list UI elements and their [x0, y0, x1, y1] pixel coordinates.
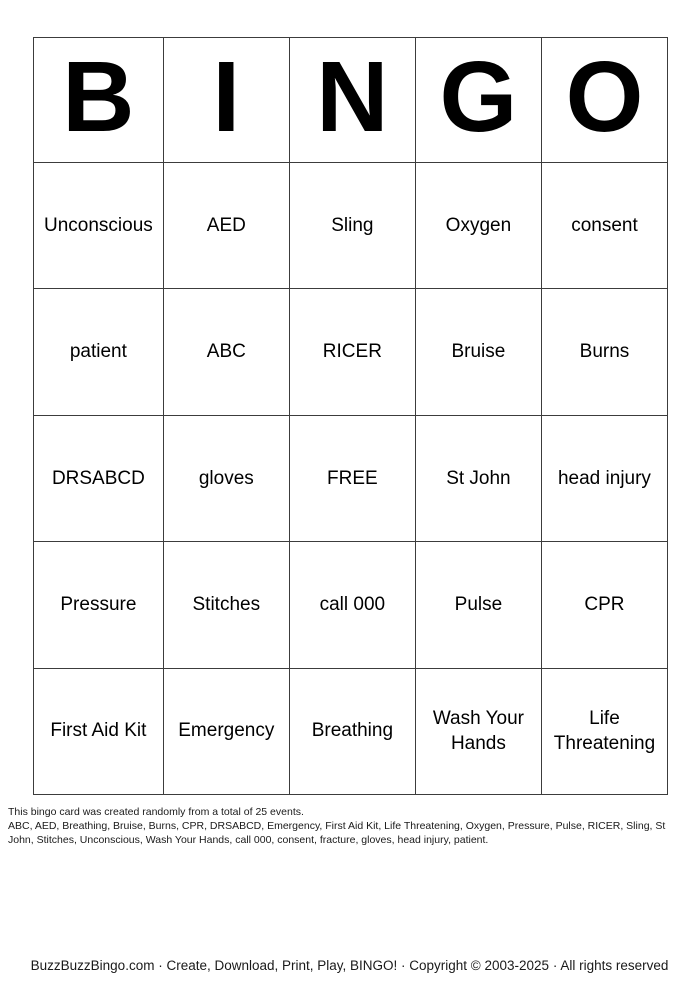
bingo-header-letter-i: I	[164, 38, 290, 163]
bingo-cell[interactable]: call 000	[290, 542, 416, 668]
bingo-cell[interactable]: Burns	[542, 289, 668, 415]
bingo-cell[interactable]: Wash Your Hands	[416, 669, 542, 795]
bingo-header-letter-o: O	[542, 38, 668, 163]
bingo-cell[interactable]: Breathing	[290, 669, 416, 795]
bingo-cell[interactable]: St John	[416, 416, 542, 542]
bingo-cell[interactable]: Pressure	[34, 542, 164, 668]
bingo-grid	[33, 37, 668, 795]
bingo-cell[interactable]: RICER	[290, 289, 416, 415]
bingo-cell[interactable]: First Aid Kit	[34, 669, 164, 795]
bingo-cell[interactable]: Pulse	[416, 542, 542, 668]
bingo-cell[interactable]: Sling	[290, 163, 416, 289]
bingo-cell[interactable]: patient	[34, 289, 164, 415]
bingo-cell[interactable]: CPR	[542, 542, 668, 668]
bingo-cell[interactable]: Emergency	[164, 669, 290, 795]
bingo-cell-free-space[interactable]: FREE	[290, 416, 416, 542]
bingo-cell[interactable]: Unconscious	[34, 163, 164, 289]
bingo-cell[interactable]: Bruise	[416, 289, 542, 415]
bingo-cell[interactable]: Life Threatening	[542, 669, 668, 795]
events-list: ABC, AED, Breathing, Bruise, Burns, CPR, DRSABCD, Emergency, First Aid Kit, Life Threatening, Oxygen, Pressure, Pulse, RICER, Sling, St John, Stitches, Unconscious, Wash Your Hands, call 000, consent, fracture, gloves, head injury, patient.	[8, 819, 666, 846]
bingo-cell[interactable]: gloves	[164, 416, 290, 542]
card-description	[8, 806, 691, 848]
bingo-header-letter-g: G	[416, 38, 542, 163]
bingo-cell[interactable]: ABC	[164, 289, 290, 415]
bingo-header-letter-n: N	[290, 38, 416, 163]
bingo-cell[interactable]: AED	[164, 163, 290, 289]
bingo-header-letter-b: B	[34, 38, 164, 163]
bingo-cell[interactable]: DRSABCD	[34, 416, 164, 542]
copyright-line: BuzzBuzzBingo.com · Create, Download, Print, Play, BINGO! · Copyright © 2003-2025 · All rights reserved	[30, 958, 669, 973]
bingo-cell[interactable]: consent	[542, 163, 668, 289]
card-note: This bingo card was created randomly from a total of 25 events.	[8, 806, 304, 818]
bingo-cell[interactable]: Stitches	[164, 542, 290, 668]
bingo-cell[interactable]: head injury	[542, 416, 668, 542]
bingo-cell[interactable]: Oxygen	[416, 163, 542, 289]
